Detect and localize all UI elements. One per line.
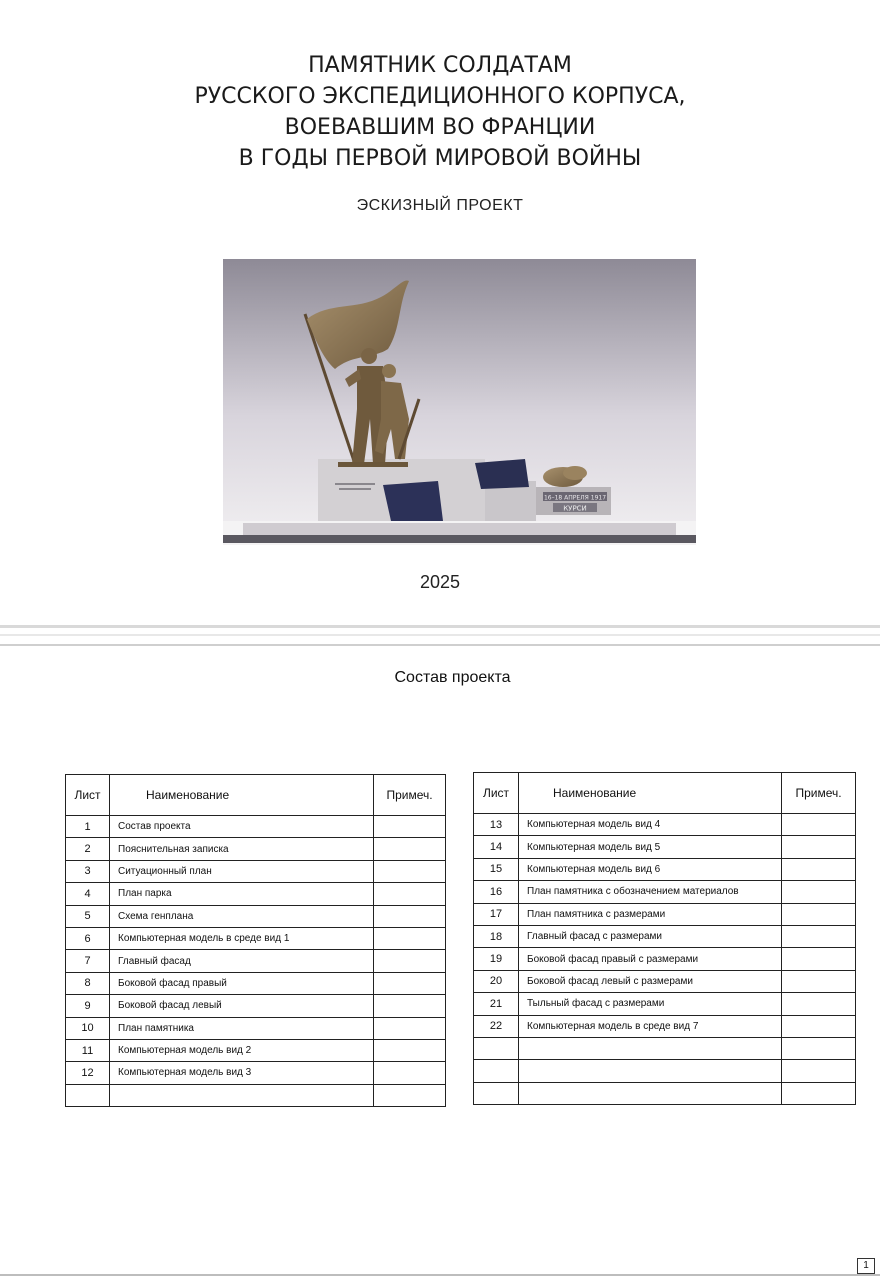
row-num: 4	[66, 883, 110, 905]
table-row	[474, 1015, 856, 1037]
table-row	[474, 1082, 856, 1104]
page-divider	[0, 634, 880, 636]
row-num: 16	[474, 881, 519, 903]
row-num: 19	[474, 948, 519, 970]
row-note	[782, 993, 856, 1015]
plaque-place-text: КУРСИ	[563, 504, 587, 513]
table-row	[474, 858, 856, 880]
row-name: Компьютерная модель в среде вид 1	[110, 927, 374, 949]
row-note	[374, 927, 446, 949]
row-name: Схема генплана	[110, 905, 374, 927]
row-num: 15	[474, 858, 519, 880]
row-name: Ситуационный план	[110, 860, 374, 882]
row-note	[374, 972, 446, 994]
row-name	[519, 1037, 782, 1059]
table-row	[66, 927, 446, 949]
row-note	[374, 905, 446, 927]
row-name: Главный фасад	[110, 950, 374, 972]
table-row	[66, 1017, 446, 1039]
bottom-border	[0, 1274, 880, 1276]
row-num: 22	[474, 1015, 519, 1037]
row-name: Компьютерная модель вид 4	[519, 814, 782, 836]
title-line: ВОЕВАВШИМ ВО ФРАНЦИИ	[284, 115, 596, 140]
row-note	[782, 858, 856, 880]
row-name: План памятника	[110, 1017, 374, 1039]
row-num: 10	[66, 1017, 110, 1039]
table-row	[474, 925, 856, 947]
table-row	[66, 905, 446, 927]
composition-title: Состав проекта	[394, 669, 511, 686]
cover-title	[0, 50, 880, 174]
row-name: План парка	[110, 883, 374, 905]
row-name: Боковой фасад правый	[110, 972, 374, 994]
row-note	[374, 950, 446, 972]
row-note	[782, 1060, 856, 1082]
table-row	[66, 1039, 446, 1061]
header-name: Наименование	[519, 773, 782, 814]
plaque-date-text: 16–18 АПРЕЛЯ 1917	[543, 494, 607, 502]
table-row	[66, 972, 446, 994]
row-name: Компьютерная модель вид 6	[519, 858, 782, 880]
row-note	[782, 925, 856, 947]
cover-subtitle: ЭСКИЗНЫЙ ПРОЕКТ	[356, 197, 524, 214]
row-note	[374, 1062, 446, 1084]
row-num	[66, 1084, 110, 1106]
row-name: Боковой фасад левый с размерами	[519, 970, 782, 992]
monument-render-image	[223, 259, 696, 545]
cover-year: 2025	[419, 572, 461, 592]
row-name: План памятника с обозначением материалов	[519, 881, 782, 903]
row-num: 5	[66, 905, 110, 927]
row-num: 21	[474, 993, 519, 1015]
composition-table-left	[65, 774, 446, 1107]
row-note	[374, 1017, 446, 1039]
header-sheet: Лист	[66, 775, 110, 816]
table-row	[66, 950, 446, 972]
table-row	[474, 836, 856, 858]
row-name: Боковой фасад левый	[110, 995, 374, 1017]
row-num: 8	[66, 972, 110, 994]
row-num	[474, 1060, 519, 1082]
row-note	[374, 995, 446, 1017]
table-row	[474, 948, 856, 970]
table-row	[66, 838, 446, 860]
row-name: Боковой фасад правый с размерами	[519, 948, 782, 970]
row-note	[782, 1082, 856, 1104]
row-num: 12	[66, 1062, 110, 1084]
row-name: Компьютерная модель в среде вид 7	[519, 1015, 782, 1037]
row-note	[374, 838, 446, 860]
row-num	[474, 1082, 519, 1104]
table-header-row	[66, 775, 446, 816]
row-num: 7	[66, 950, 110, 972]
row-note	[374, 1084, 446, 1106]
table-row	[474, 903, 856, 925]
title-line: ПАМЯТНИК СОЛДАТАМ	[308, 53, 572, 78]
table-row	[474, 970, 856, 992]
composition-table-right	[473, 772, 856, 1105]
table-row	[66, 860, 446, 882]
table-row	[66, 1084, 446, 1106]
table-row	[474, 993, 856, 1015]
row-name: Состав проекта	[110, 816, 374, 838]
title-line: РУССКОГО ЭКСПЕДИЦИОННОГО КОРПУСА,	[194, 84, 686, 109]
row-name: План памятника с размерами	[519, 903, 782, 925]
cover-sheet	[0, 0, 880, 622]
row-num: 14	[474, 836, 519, 858]
row-note	[374, 860, 446, 882]
row-name: Компьютерная модель вид 3	[110, 1062, 374, 1084]
table-row	[474, 881, 856, 903]
table-row	[66, 816, 446, 838]
row-num	[474, 1037, 519, 1059]
header-name: Наименование	[110, 775, 374, 816]
row-note	[374, 883, 446, 905]
row-num: 11	[66, 1039, 110, 1061]
row-name: Пояснительная записка	[110, 838, 374, 860]
page-divider	[0, 644, 880, 646]
row-name	[519, 1082, 782, 1104]
row-name: Главный фасад с размерами	[519, 925, 782, 947]
table-row	[66, 995, 446, 1017]
row-name: Компьютерная модель вид 5	[519, 836, 782, 858]
row-name: Тыльный фасад с размерами	[519, 993, 782, 1015]
row-note	[782, 903, 856, 925]
row-note	[782, 948, 856, 970]
title-line: В ГОДЫ ПЕРВОЙ МИРОВОЙ ВОЙНЫ	[238, 146, 642, 171]
row-note	[782, 881, 856, 903]
row-num: 18	[474, 925, 519, 947]
table-row	[474, 1037, 856, 1059]
header-note: Примеч.	[374, 775, 446, 816]
row-num: 3	[66, 860, 110, 882]
row-num: 13	[474, 814, 519, 836]
row-name: Компьютерная модель вид 2	[110, 1039, 374, 1061]
row-note	[782, 814, 856, 836]
page-number: 1	[857, 1258, 875, 1274]
table-row	[474, 814, 856, 836]
row-num: 1	[66, 816, 110, 838]
row-num: 2	[66, 838, 110, 860]
row-name	[110, 1084, 374, 1106]
row-note	[782, 1037, 856, 1059]
table-row	[66, 883, 446, 905]
row-note	[782, 1015, 856, 1037]
row-name	[519, 1060, 782, 1082]
header-sheet: Лист	[474, 773, 519, 814]
header-note: Примеч.	[782, 773, 856, 814]
row-note	[374, 1039, 446, 1061]
row-num: 9	[66, 995, 110, 1017]
row-num: 20	[474, 970, 519, 992]
row-num: 17	[474, 903, 519, 925]
page-divider	[0, 625, 880, 628]
table-header-row	[474, 773, 856, 814]
row-note	[374, 816, 446, 838]
row-note	[782, 970, 856, 992]
table-row	[474, 1060, 856, 1082]
table-row	[66, 1062, 446, 1084]
row-num: 6	[66, 927, 110, 949]
row-note	[782, 836, 856, 858]
